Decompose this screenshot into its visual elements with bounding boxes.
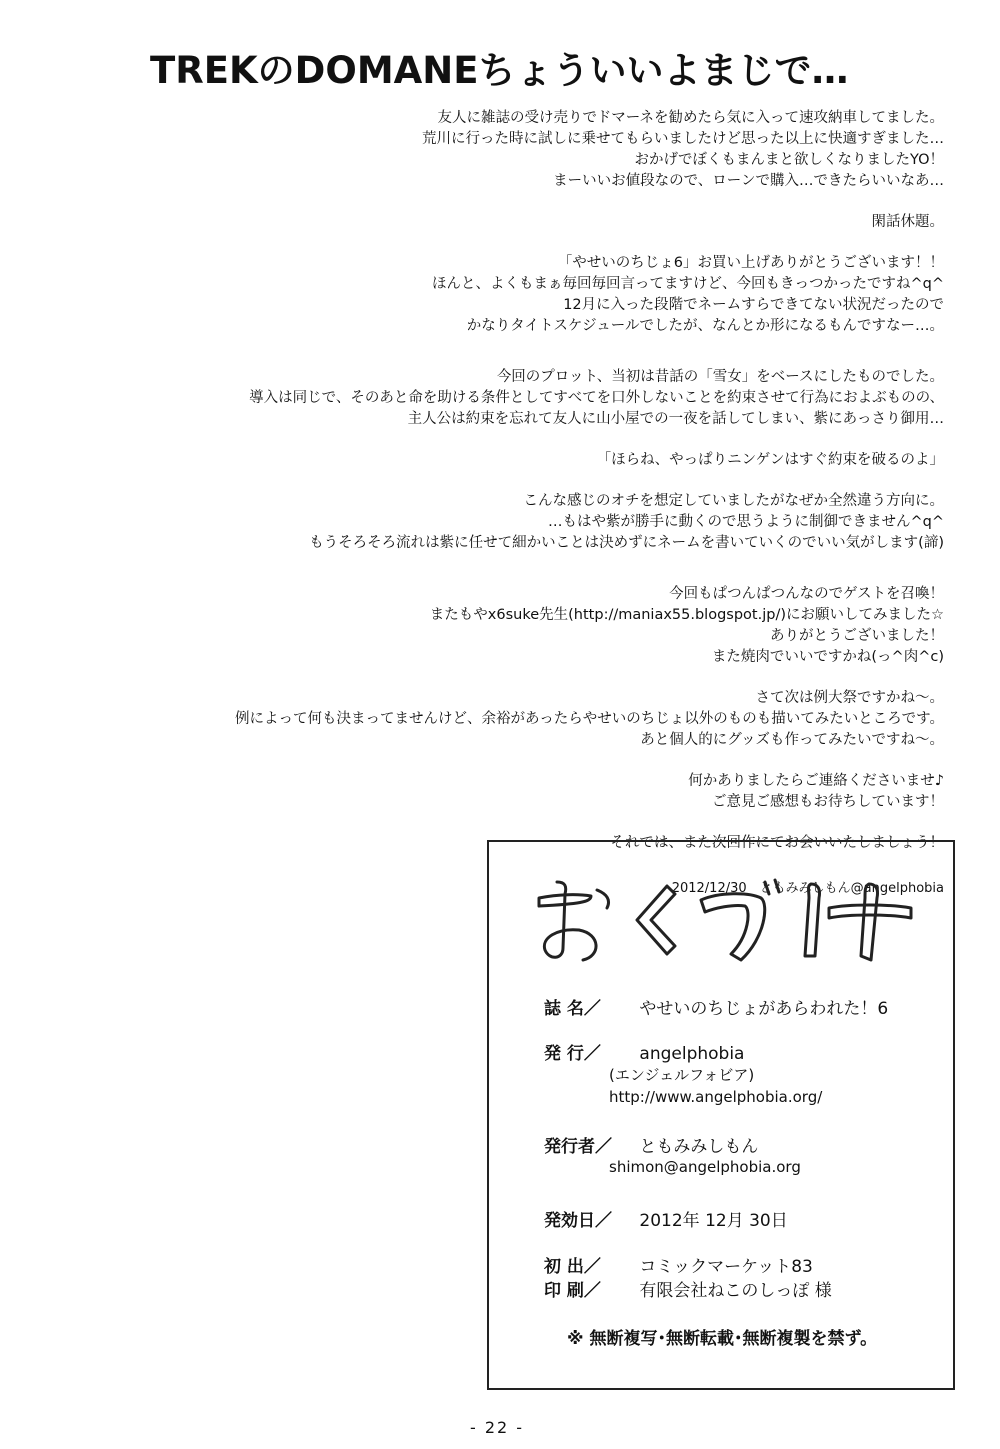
colophon-issuer-row bbox=[544, 1132, 758, 1157]
afterword-line: また焼肉でいいですかね(っ^肉^c) bbox=[711, 649, 944, 665]
afterword-line: 今回のプロット、当初は昔話の「雪女」をベースにしたものでした。 bbox=[496, 369, 944, 385]
afterword-line: 「やせいのちじょ6」お買い上げありがとうございます！！ bbox=[557, 255, 944, 271]
colophon-box bbox=[487, 840, 955, 1390]
afterword-line: 主人公は約束を忘れて友人に山小屋での一夜を話してしまい、紫にあっさり御用… bbox=[407, 411, 944, 427]
page-title: TREKのDOMANEちょういいよまじで… bbox=[150, 49, 849, 92]
afterword-line: またもやx6suke先生(http://maniax55.blogspot.jp/)にお願いしてみました☆ bbox=[429, 607, 944, 623]
colophon-issuer-label: 発行者／ bbox=[544, 1137, 612, 1157]
afterword-line: こんな感じのオチを想定していましたがなぜか全然違う方向に。 bbox=[523, 493, 944, 509]
colophon-title-row bbox=[544, 994, 888, 1019]
colophon-date-row bbox=[544, 1206, 788, 1231]
colophon-date-value: 2012年 12月 30日 bbox=[639, 1211, 788, 1231]
colophon-title-label: 誌 名／ bbox=[544, 999, 601, 1019]
colophon-print-value: 有限会社ねこのしっぽ 様 bbox=[639, 1281, 832, 1301]
colophon-publisher-row bbox=[544, 1039, 744, 1064]
afterword-line: かなりタイトスケジュールでしたが、なんとか形になるもんですなー…。 bbox=[466, 318, 944, 334]
colophon-print-label: 印 刷／ bbox=[544, 1281, 601, 1301]
afterword-line: 今回もぱつんぱつんなのでゲストを召喚！ bbox=[669, 586, 944, 602]
afterword-line: さて次は例大祭ですかね～。 bbox=[755, 690, 944, 706]
page-number: - 22 - bbox=[470, 1418, 525, 1437]
afterword-line: ご意見ご感想もお待ちしています！ bbox=[712, 794, 944, 810]
afterword-line: まーいいお値段なので、ローンで購入…できたらいいなあ… bbox=[553, 173, 944, 189]
afterword-line: 「ほらね、やっぱりニンゲンはすぐ約束を破るのよ」 bbox=[596, 452, 944, 468]
colophon-issuer-email: shimon@angelphobia.org bbox=[609, 1158, 801, 1176]
afterword-line: おかげでぼくもまんまと欲しくなりましたYO！ bbox=[634, 152, 944, 168]
afterword-line: 導入は同じで、そのあと命を助ける条件としてすべてを口外しないことを約束させて行為におよぶものの、 bbox=[249, 390, 944, 406]
afterword-line: 荒川に行った時に試しに乗せてもらいましたけど思った以上に快適すぎました… bbox=[422, 131, 944, 147]
colophon-title-value: やせいのちじょがあらわれた！6 bbox=[639, 999, 889, 1019]
colophon-publisher-label: 発 行／ bbox=[544, 1044, 601, 1064]
colophon-debut-row bbox=[544, 1252, 813, 1277]
colophon-debut-value: コミックマーケット83 bbox=[639, 1257, 813, 1277]
colophon-publisher-url: http://www.angelphobia.org/ bbox=[609, 1088, 823, 1106]
colophon-debut-label: 初 出／ bbox=[544, 1257, 601, 1277]
afterword-line: 友人に雑誌の受け売りでドマーネを勧めたら気に入って速攻納車してました。 bbox=[437, 110, 944, 126]
afterword-line: もうそろそろ流れは紫に任せて細かいことは決めずにネームを書いていくのでいい気がします(諦) bbox=[309, 535, 944, 551]
colophon-issuer-value: ともみみしもん bbox=[639, 1137, 759, 1157]
copyright-notice: ※ 無断複写･無断転載･無断複製を禁ず。 bbox=[567, 1329, 878, 1349]
afterword-line: …もはや紫が勝手に動くので思うように制御できません^q^ bbox=[547, 514, 944, 530]
colophon-date-label: 発効日／ bbox=[544, 1211, 612, 1231]
afterword-line: 例によって何も決まってませんけど、余裕があったらやせいのちじょ以外のものも描いてみたいところです。 bbox=[234, 711, 944, 727]
afterword-line: 何かありましたらご連絡くださいませ♪ bbox=[688, 773, 944, 789]
afterword-line: ほんと、よくもまぁ毎回毎回言ってますけど、今回もきっつかったですね^q^ bbox=[432, 276, 944, 292]
afterword-text bbox=[44, 108, 944, 899]
colophon-publisher-value: angelphobia bbox=[639, 1044, 745, 1064]
afterword-line: 12月に入った段階でネームすらできてない状況だったので bbox=[563, 297, 944, 313]
afterword-line: 閑話休題。 bbox=[871, 214, 944, 230]
afterword-line: あと個人的にグッズも作ってみたいですね～。 bbox=[640, 732, 944, 748]
colophon-print-row bbox=[544, 1276, 832, 1301]
afterword-line: ありがとうございました！ bbox=[770, 628, 944, 644]
afterword-line: それでは、また次回作にてお会いいたしましょう！ bbox=[610, 835, 944, 851]
colophon-publisher-kana: (エンジェルフォビア) bbox=[609, 1066, 755, 1084]
signature-line: 2012/12/30 ともみみしもん@angelphobia bbox=[671, 881, 944, 896]
okuduke-heading-art bbox=[519, 868, 929, 968]
